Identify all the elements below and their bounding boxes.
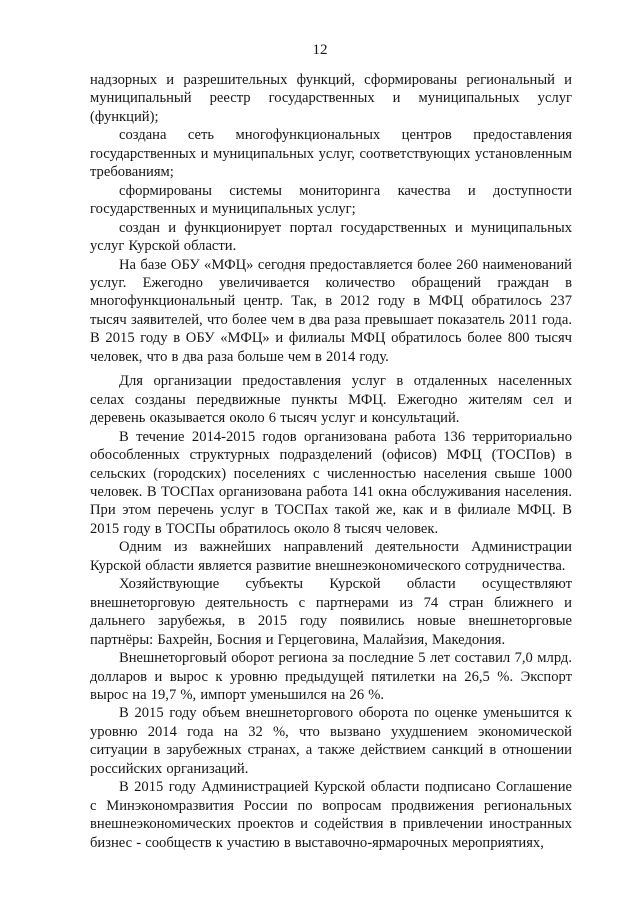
paragraph: В 2015 году Администрацией Курской области подписано Соглашение с Минэкономразвития России по вопросам продвижения региональных внешнеэкономических проектов и содействия в привлечении иностранных бизнес - сообществ к участию в выставочно-ярмарочных мероприятиях, xyxy=(90,779,572,851)
paragraph: надзорных и разрешительных функций, сформированы региональный и муниципальный реестр государственных и муниципальных услуг (функций); xyxy=(90,72,572,125)
paragraph: Хозяйствующие субъекты Курской области осуществляют внешнеторговую деятельность с партнерами из 74 стран ближнего и дальнего зарубежья, в 2015 году появились новые внешнеторговые партнёры: Бахрейн, Босния и Герцеговина, Малайзия, Македония. xyxy=(90,576,572,648)
page-number: 12 xyxy=(312,42,328,58)
body-text xyxy=(90,71,572,852)
paragraph: Внешнеторговый оборот региона за последние 5 лет составил 7,0 млрд. долларов и вырос к уровню предыдущей пятилетки на 26,5 %. Экспорт вырос на 19,7 %, импорт уменьшился на 26 %. xyxy=(90,650,572,703)
paragraph: Для организации предоставления услуг в отдаленных населенных селах созданы передвижные пункты МФЦ. Ежегодно жителям сел и деревень оказывается около 6 тысяч услуг и консультаций. xyxy=(90,373,572,427)
paragraph: сформированы системы мониторинга качества и доступности государственных и муниципальных услуг; xyxy=(90,182,572,218)
paragraph: создан и функционирует портал государственных и муниципальных услуг Курской области. xyxy=(90,219,572,255)
paragraph: Одним из важнейших направлений деятельности Администрации Курской области является развитие внешнеэкономического сотрудничества. xyxy=(90,539,572,574)
paragraph: На базе ОБУ «МФЦ» сегодня предоставляется более 260 наименований услуг. Ежегодно увеличивается количество обращений граждан в многофункциональный центр. Так, в 2012 году в МФЦ обратилось 237 тысяч заявителей, что более чем в два раза превышает показатель 2011 года. В 2015 году в ОБУ «МФЦ» и филиалы МФЦ обратилось более 800 тысяч человек, что в два раза больше чем в 2014 году. xyxy=(90,256,572,365)
paragraph: создана сеть многофункциональных центров предоставления государственных и муниципальных услуг, соответствующих установленным требованиям; xyxy=(90,127,572,181)
paragraph: В течение 2014-2015 годов организована работа 136 территориально обособленных структурных подразделений (офисов) МФЦ (ТОСПов) в сельских (городских) поселениях с численностью населения свыше 1000 человек. В ТОСПах организована работа 141 окна обслуживания населения. При этом перечень услуг в ТОСПах такой же, как и в филиале МФЦ. В 2015 году в ТОСПы обратилось около 8 тысяч человек. xyxy=(90,428,572,537)
paragraph: В 2015 году объем внешнеторгового оборота по оценке уменьшится к уровню 2014 года на 32 %, что вызвано ухудшением экономической ситуации в зарубежных странах, а также действием санкций в отношении российских организаций. xyxy=(90,705,572,777)
